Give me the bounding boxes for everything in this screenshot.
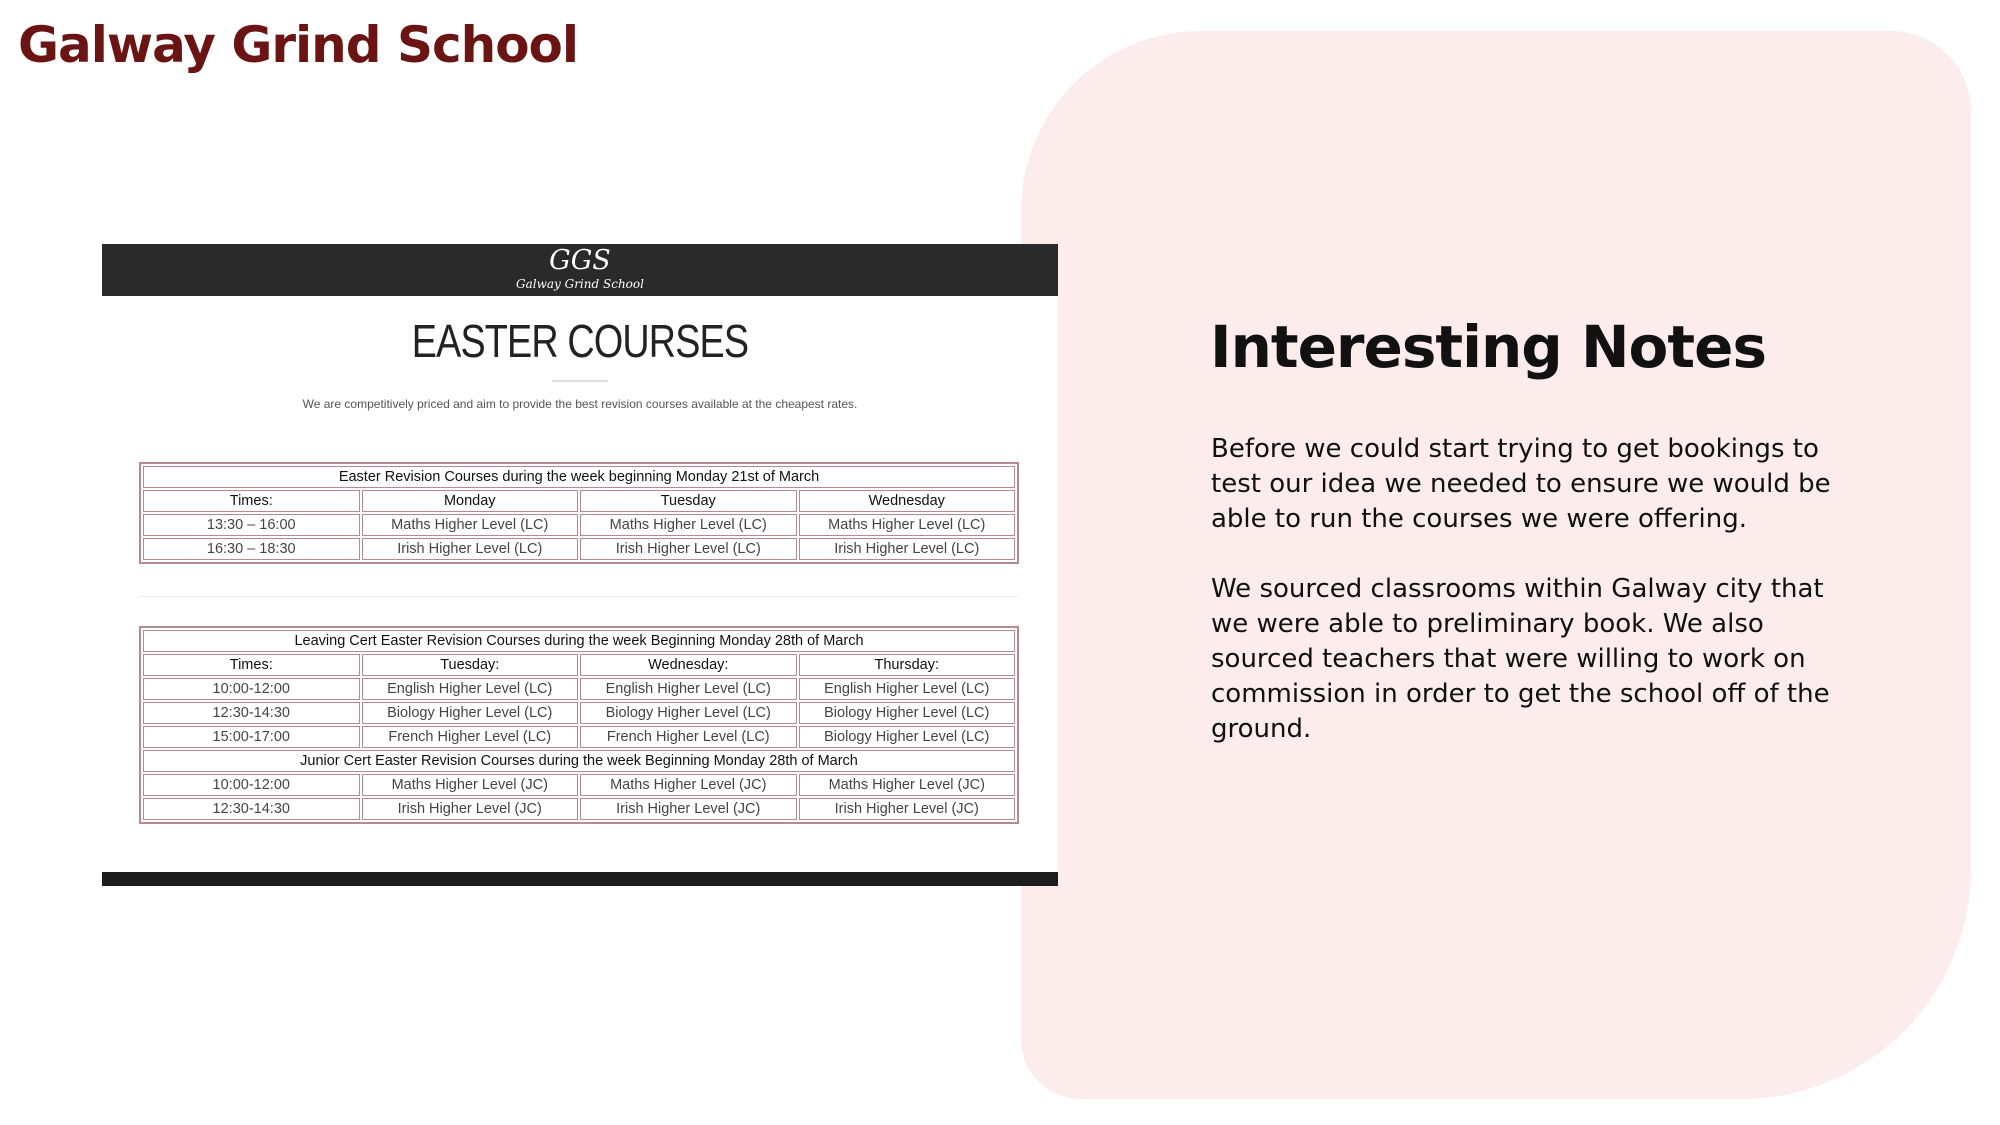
table-caption-row	[143, 750, 1015, 772]
notes-paragraph: Before we could start trying to get bookings to test our idea we needed to ensure we would be able to run the courses we were offering.	[1211, 434, 1831, 534]
table-cell: 10:00-12:00	[143, 774, 360, 796]
brand-title: Galway Grind School	[18, 16, 579, 74]
table-cell: Irish Higher Level (LC)	[362, 538, 579, 560]
table-cell: Irish Higher Level (JC)	[799, 798, 1016, 820]
table-cell: Irish Higher Level (LC)	[799, 538, 1016, 560]
table-cell: Maths Higher Level (LC)	[362, 514, 579, 536]
table-cell: Biology Higher Level (LC)	[362, 702, 579, 724]
column-header: Tuesday:	[362, 654, 579, 676]
table-row	[143, 726, 1015, 748]
table-cell: French Higher Level (LC)	[362, 726, 579, 748]
table-caption: Junior Cert Easter Revision Courses during the week Beginning Monday 28th of March	[143, 750, 1015, 772]
website-logo-subtitle: Galway Grind School	[516, 277, 644, 291]
website-footer-bar	[102, 872, 1058, 886]
notes-paragraph: We sourced classrooms within Galway city that we were able to preliminary book. We also sourced teachers that were willing to work on commission in order to get the school off of the ground.	[1211, 574, 1830, 744]
table-cell: 15:00-17:00	[143, 726, 360, 748]
table-row	[143, 514, 1015, 536]
website-page-title: EASTER COURSES	[411, 315, 749, 367]
table-row	[143, 538, 1015, 560]
column-header: Times:	[143, 654, 360, 676]
website-logo: GGS	[549, 245, 611, 276]
column-header: Wednesday	[799, 490, 1016, 512]
table-row	[143, 702, 1015, 724]
section-divider	[139, 596, 1019, 597]
table-cell: 10:00-12:00	[143, 678, 360, 700]
notes-body	[1211, 432, 1831, 782]
column-header: Wednesday:	[580, 654, 797, 676]
column-header: Thursday:	[799, 654, 1016, 676]
table-cell: Maths Higher Level (JC)	[580, 774, 797, 796]
table-cell: Irish Higher Level (JC)	[580, 798, 797, 820]
schedule-table-week1	[139, 462, 1019, 564]
table-cell: 12:30-14:30	[143, 798, 360, 820]
table-header-row	[143, 490, 1015, 512]
table-cell: Maths Higher Level (LC)	[580, 514, 797, 536]
table-cell: Maths Higher Level (JC)	[362, 774, 579, 796]
website-screenshot	[102, 244, 1058, 886]
table-caption-row	[143, 630, 1015, 652]
table-cell: English Higher Level (LC)	[362, 678, 579, 700]
table-cell: 13:30 – 16:00	[143, 514, 360, 536]
column-header: Tuesday	[580, 490, 797, 512]
website-header	[102, 244, 1058, 296]
table-cell: Biology Higher Level (LC)	[799, 726, 1016, 748]
table-caption: Easter Revision Courses during the week beginning Monday 21st of March	[143, 466, 1015, 488]
table-cell: English Higher Level (LC)	[799, 678, 1016, 700]
table-header-row	[143, 654, 1015, 676]
table-cell: Maths Higher Level (JC)	[799, 774, 1016, 796]
table-cell: Irish Higher Level (LC)	[580, 538, 797, 560]
table-cell: 16:30 – 18:30	[143, 538, 360, 560]
table-caption: Leaving Cert Easter Revision Courses during the week Beginning Monday 28th of March	[143, 630, 1015, 652]
column-header: Times:	[143, 490, 360, 512]
table-cell: Irish Higher Level (JC)	[362, 798, 579, 820]
table-cell: English Higher Level (LC)	[580, 678, 797, 700]
table-cell: 12:30-14:30	[143, 702, 360, 724]
table-row	[143, 798, 1015, 820]
table-row	[143, 678, 1015, 700]
column-header: Monday	[362, 490, 579, 512]
table-caption-row	[143, 466, 1015, 488]
table-cell: Biology Higher Level (LC)	[580, 702, 797, 724]
schedule-table-week2	[139, 626, 1019, 824]
table-cell: Biology Higher Level (LC)	[799, 702, 1016, 724]
title-divider	[552, 380, 608, 382]
table-cell: French Higher Level (LC)	[580, 726, 797, 748]
notes-title: Interesting Notes	[1210, 313, 1766, 381]
table-row	[143, 774, 1015, 796]
table-cell: Maths Higher Level (LC)	[799, 514, 1016, 536]
website-subtitle: We are competitively priced and aim to provide the best revision courses available at the cheapest rates.	[302, 397, 858, 411]
